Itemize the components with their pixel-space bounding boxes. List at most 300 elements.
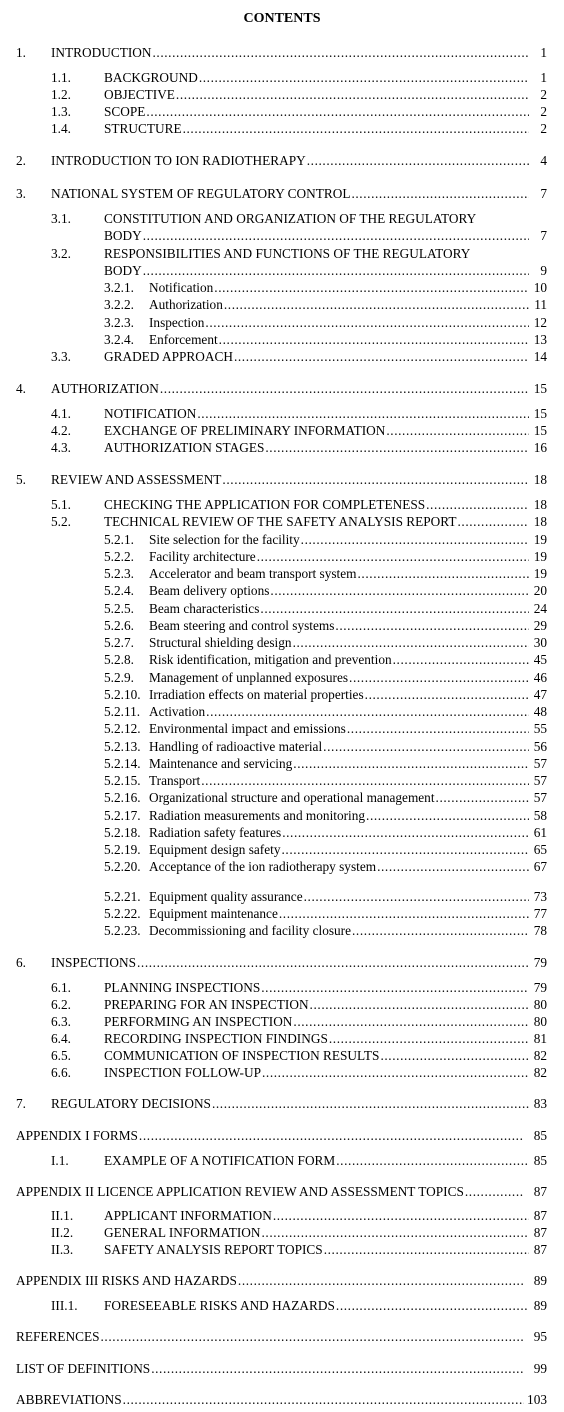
toc-entry-number: 4.1.	[51, 406, 71, 421]
toc-entry[interactable]	[104, 280, 547, 296]
dot-leader	[261, 980, 529, 996]
toc-entry[interactable]	[104, 842, 547, 858]
toc-entry-number: 5.2.19.	[104, 842, 141, 857]
toc-entry-page: 61	[533, 825, 547, 840]
dot-leader	[262, 1065, 529, 1081]
toc-entry-page: 85	[533, 1128, 547, 1143]
toc-entry-number: 5.2.11.	[104, 704, 141, 719]
toc-entry-number: 6.6.	[51, 1065, 71, 1080]
toc-entry[interactable]	[104, 601, 547, 617]
dot-leader	[324, 1242, 529, 1258]
toc-entry[interactable]	[16, 1096, 547, 1112]
toc-entry-number: 4.	[16, 381, 26, 396]
toc-entry[interactable]	[51, 1208, 547, 1224]
toc-entry-page: 7	[540, 228, 547, 243]
toc-entry-title: OBJECTIVE	[104, 87, 175, 102]
toc-entry-page: 80	[533, 1014, 547, 1029]
toc-entry-page: 4	[540, 153, 547, 168]
toc-entry[interactable]	[16, 1392, 547, 1408]
toc-entry[interactable]	[104, 332, 547, 348]
toc-entry-title-continued: BODY	[104, 228, 142, 243]
toc-entry[interactable]	[104, 704, 547, 720]
dot-leader	[222, 472, 529, 488]
dot-leader	[257, 549, 529, 565]
toc-entry-title: RECORDING INSPECTION FINDINGS	[104, 1031, 328, 1046]
toc-entry-page: 47	[533, 687, 547, 702]
dot-leader	[377, 859, 529, 875]
toc-entry[interactable]	[51, 497, 547, 513]
toc-entry-page: 57	[533, 790, 547, 805]
toc-entry-number: 5.2.15.	[104, 773, 141, 788]
dot-leader	[279, 906, 529, 922]
dot-leader	[160, 381, 529, 397]
toc-entry-title: Inspection	[149, 315, 205, 330]
toc-entry[interactable]	[104, 618, 547, 634]
toc-entry-number: II.3.	[51, 1242, 74, 1257]
toc-entry-page: 57	[533, 756, 547, 771]
toc-entry-number: 5.2.22.	[104, 906, 141, 921]
toc-entry-number: 5.2.23.	[104, 923, 141, 938]
toc-entry-title: Equipment maintenance	[149, 906, 278, 921]
toc-entry[interactable]	[51, 246, 547, 262]
toc-entry-title: INTRODUCTION TO ION RADIOTHERAPY	[51, 153, 306, 168]
toc-entry[interactable]	[104, 756, 547, 772]
toc-entry[interactable]	[104, 583, 547, 599]
toc-entry-page: 2	[540, 104, 547, 119]
toc-entry[interactable]	[104, 297, 547, 313]
toc-entry-page: 103	[527, 1392, 547, 1407]
toc-entry[interactable]	[104, 906, 547, 922]
toc-entry-page: 11	[534, 297, 547, 312]
toc-entry[interactable]	[51, 211, 547, 227]
dot-leader	[176, 87, 529, 103]
toc-entry-page: 46	[533, 670, 547, 685]
dot-leader	[335, 618, 529, 634]
toc-entry[interactable]	[104, 923, 547, 939]
dot-leader	[282, 825, 529, 841]
toc-entry-page: 87	[533, 1208, 547, 1223]
toc-entry-title: Irradiation effects on material properties	[149, 687, 364, 702]
toc-entry-title: Transport	[149, 773, 201, 788]
toc-entry-title: APPLICANT INFORMATION	[104, 1208, 272, 1223]
dot-leader	[293, 756, 529, 772]
toc-entry-title: REGULATORY DECISIONS	[51, 1096, 211, 1111]
toc-entry-title: Organizational structure and operational management	[149, 790, 435, 805]
toc-entry-title: SCOPE	[104, 104, 146, 119]
toc-entry-page: 58	[533, 808, 547, 823]
toc-entry-number: 7.	[16, 1096, 26, 1111]
dot-leader	[260, 601, 529, 617]
toc-entry[interactable]	[51, 997, 547, 1013]
toc-entry-page: 87	[533, 1184, 547, 1199]
toc-entry-page: 89	[533, 1273, 547, 1288]
dot-leader	[380, 1048, 529, 1064]
dot-leader	[143, 228, 529, 244]
toc-entry[interactable]	[51, 1031, 547, 1047]
toc-entry-page: 24	[533, 601, 547, 616]
dot-leader	[436, 790, 529, 806]
toc-entry[interactable]	[104, 549, 547, 565]
toc-entry-number: I.1.	[51, 1153, 69, 1168]
toc-entry-number: 5.	[16, 472, 26, 487]
toc-entry-title: EXAMPLE OF A NOTIFICATION FORM	[104, 1153, 336, 1168]
toc-entry-page: 81	[533, 1031, 547, 1046]
dot-leader	[366, 808, 529, 824]
toc-entry[interactable]	[104, 889, 547, 905]
dot-leader	[224, 297, 529, 313]
dot-leader	[201, 773, 529, 789]
toc-entry-page: 18	[533, 472, 547, 487]
dot-leader	[265, 440, 529, 456]
dot-leader	[336, 1153, 529, 1169]
toc-entry[interactable]	[51, 980, 547, 996]
toc-entry-title: Beam characteristics	[149, 601, 260, 616]
dot-leader	[329, 1031, 529, 1047]
dot-leader	[307, 153, 529, 169]
toc-entry-number: 5.2.13.	[104, 739, 141, 754]
toc-entry-page: 19	[533, 532, 547, 547]
dot-leader	[146, 104, 529, 120]
toc-entry[interactable]	[104, 790, 547, 806]
toc-entry-page: 15	[533, 381, 547, 396]
toc-entry[interactable]	[16, 381, 547, 397]
toc-entry[interactable]	[16, 45, 547, 61]
toc-entry[interactable]	[104, 315, 547, 331]
toc-entry-page: 55	[533, 721, 547, 736]
toc-entry[interactable]	[104, 652, 547, 668]
toc-entry-title: APPENDIX III RISKS AND HAZARDS	[16, 1273, 237, 1288]
toc-entry-number: 5.2.20.	[104, 859, 141, 874]
dot-leader	[336, 1298, 529, 1314]
toc-entry-number: 3.1.	[51, 211, 71, 226]
toc-entry[interactable]	[104, 687, 547, 703]
dot-leader	[426, 497, 529, 513]
toc-entry-title: Facility architecture	[149, 549, 256, 564]
toc-entry[interactable]	[16, 472, 547, 488]
toc-entry[interactable]	[51, 1225, 547, 1241]
toc-entry-number: 1.2.	[51, 87, 71, 102]
toc-entry[interactable]	[16, 1273, 547, 1289]
toc-entry-title: Environmental impact and emissions	[149, 721, 346, 736]
toc-entry-title: SAFETY ANALYSIS REPORT TOPICS	[104, 1242, 323, 1257]
toc-entry-title: CONSTITUTION AND ORGANIZATION OF THE REGULATORY	[104, 211, 477, 226]
toc-entry[interactable]	[51, 440, 547, 456]
toc-entry-title: INTRODUCTION	[51, 45, 152, 60]
dot-leader	[352, 923, 529, 939]
dot-leader	[304, 889, 529, 905]
toc-entry-number: 6.3.	[51, 1014, 71, 1029]
toc-entry-number: 3.2.3.	[104, 315, 134, 330]
toc-entry[interactable]	[104, 721, 547, 737]
toc-entry-number: 5.2.4.	[104, 583, 134, 598]
toc-entry-number: 5.2.10.	[104, 687, 141, 702]
toc-entry-title: GRADED APPROACH	[104, 349, 233, 364]
dot-leader	[386, 423, 529, 439]
toc-entry-title: AUTHORIZATION STAGES	[104, 440, 265, 455]
toc-entry-page: 1	[540, 70, 547, 85]
toc-entry-number: 6.	[16, 955, 26, 970]
toc-entry[interactable]	[51, 1048, 547, 1064]
dot-leader	[301, 532, 529, 548]
toc-entry-title: FORESEEABLE RISKS AND HAZARDS	[104, 1298, 335, 1313]
dot-leader	[212, 1096, 529, 1112]
toc-entry-page: 85	[533, 1153, 547, 1168]
toc-entry-number: 3.2.4.	[104, 332, 134, 347]
toc-entry[interactable]	[51, 104, 547, 120]
toc-entry[interactable]	[51, 121, 547, 137]
toc-entry-number: 6.4.	[51, 1031, 71, 1046]
toc-entry-title: INSPECTION FOLLOW-UP	[104, 1065, 261, 1080]
dot-leader	[393, 652, 529, 668]
toc-entry-title: STRUCTURE	[104, 121, 182, 136]
toc-entry[interactable]	[16, 1329, 547, 1345]
dot-leader	[293, 635, 529, 651]
toc-entry-number: 5.2.	[51, 514, 71, 529]
dot-leader	[101, 1329, 525, 1345]
toc-entry-title: Authorization	[149, 297, 223, 312]
toc-entry-number: 4.2.	[51, 423, 71, 438]
dot-leader	[323, 739, 529, 755]
toc-entry-title: Management of unplanned exposures	[149, 670, 349, 685]
toc-entry-page: 20	[533, 583, 547, 598]
toc-entry-title: Equipment design safety	[149, 842, 281, 857]
toc-entry[interactable]	[104, 670, 547, 686]
toc-entry-title: Beam steering and control systems	[149, 618, 335, 633]
toc-entry-page: 73	[533, 889, 547, 904]
toc-entry-title: TECHNICAL REVIEW OF THE SAFETY ANALYSIS REPORT	[104, 514, 457, 529]
toc-entry-number: 5.2.5.	[104, 601, 134, 616]
toc-entry-page: 82	[533, 1065, 547, 1080]
toc-entry-number: 1.	[16, 45, 26, 60]
toc-entry-page: 18	[533, 514, 547, 529]
toc-entry-page: 89	[533, 1298, 547, 1313]
toc-entry-page: 87	[533, 1225, 547, 1240]
toc-entry-page: 80	[533, 997, 547, 1012]
toc-entry[interactable]	[51, 514, 547, 530]
toc-entry-number: 5.2.14.	[104, 756, 141, 771]
toc-entry[interactable]	[51, 1153, 547, 1169]
toc-entry-number: 3.2.2.	[104, 297, 134, 312]
toc-entry-page: 9	[540, 263, 547, 278]
toc-entry-page: 79	[533, 955, 547, 970]
toc-entry[interactable]	[16, 1128, 547, 1144]
toc-entry-page: 78	[533, 923, 547, 938]
dot-leader	[349, 670, 529, 686]
dot-leader	[123, 1392, 524, 1408]
toc-entry-number: 5.2.3.	[104, 566, 134, 581]
toc-entry[interactable]	[104, 773, 547, 789]
toc-entry-page: 82	[533, 1048, 547, 1063]
toc-entry-number: 5.2.18.	[104, 825, 141, 840]
toc-entry-title: ABBREVIATIONS	[16, 1392, 122, 1407]
toc-entry-page: 48	[533, 704, 547, 719]
toc-entry-page: 67	[533, 859, 547, 874]
toc-entry[interactable]	[51, 349, 547, 365]
toc-entry-number: 3.3.	[51, 349, 71, 364]
dot-leader	[143, 263, 529, 279]
toc-entry-number: 5.2.16.	[104, 790, 141, 805]
toc-entry-title: Activation	[149, 704, 206, 719]
dot-leader	[219, 332, 529, 348]
toc-entry-title: INSPECTIONS	[51, 955, 136, 970]
toc-entry-title: Maintenance and servicing	[149, 756, 293, 771]
toc-entry-number: 5.2.12.	[104, 721, 141, 736]
toc-entry-page: 15	[533, 423, 547, 438]
toc-entry-page: 10	[533, 280, 547, 295]
toc-entry-page: 87	[533, 1242, 547, 1257]
dot-leader	[261, 1225, 529, 1241]
dot-leader	[281, 842, 529, 858]
toc-entry-title: LIST OF DEFINITIONS	[16, 1361, 151, 1376]
toc-entry[interactable]	[16, 1184, 547, 1200]
toc-entry[interactable]	[104, 808, 547, 824]
dot-leader	[206, 704, 529, 720]
toc-entry[interactable]	[16, 153, 547, 169]
toc-entry[interactable]	[51, 70, 547, 86]
toc-entry-page: 79	[533, 980, 547, 995]
toc-entry[interactable]	[16, 955, 547, 971]
toc-entry[interactable]	[16, 186, 547, 202]
toc-entry-title: Beam delivery options	[149, 583, 270, 598]
toc-entry-page: 99	[533, 1361, 547, 1376]
toc-entry-title: CHECKING THE APPLICATION FOR COMPLETENESS	[104, 497, 426, 512]
toc-entry-title: NOTIFICATION	[104, 406, 197, 421]
toc-entry-page: 95	[533, 1329, 547, 1344]
toc-entry-title: RESPONSIBILITIES AND FUNCTIONS OF THE REGULATORY	[104, 246, 471, 261]
dot-leader	[358, 566, 530, 582]
toc-entry-title: PLANNING INSPECTIONS	[104, 980, 261, 995]
toc-entry[interactable]	[51, 87, 547, 103]
toc-entry[interactable]	[51, 423, 547, 439]
toc-entry-title: GENERAL INFORMATION	[104, 1225, 261, 1240]
toc-entry-title: APPENDIX II LICENCE APPLICATION REVIEW AND ASSESSMENT TOPICS	[16, 1184, 464, 1199]
toc-entry-number: 6.1.	[51, 980, 71, 995]
dot-leader	[465, 1184, 524, 1200]
dot-leader	[365, 687, 529, 703]
toc-entry-page: 57	[533, 773, 547, 788]
toc-entry[interactable]	[104, 859, 547, 875]
toc-entry-page: 13	[533, 332, 547, 347]
toc-entry-title: PREPARING FOR AN INSPECTION	[104, 997, 309, 1012]
toc-entry-page: 19	[533, 566, 547, 581]
toc-entry-number: 6.5.	[51, 1048, 71, 1063]
toc-entry-title: Equipment quality assurance	[149, 889, 303, 904]
dot-leader	[293, 1014, 529, 1030]
toc-entry-page: 30	[533, 635, 547, 650]
toc-entry[interactable]	[104, 739, 547, 755]
toc-entry-title: Structural shielding design	[149, 635, 292, 650]
toc-entry-continuation[interactable]	[104, 263, 547, 279]
toc-entry[interactable]	[51, 1014, 547, 1030]
toc-entry-number: 5.2.7.	[104, 635, 134, 650]
toc-entry-title: Risk identification, mitigation and prevention	[149, 652, 392, 667]
toc-entry[interactable]	[104, 532, 547, 548]
dot-leader	[214, 280, 529, 296]
toc-entry-number: 1.1.	[51, 70, 71, 85]
toc-entry[interactable]	[51, 1242, 547, 1258]
dot-leader	[310, 997, 529, 1013]
toc-entry[interactable]	[16, 1361, 547, 1377]
dot-leader	[137, 955, 529, 971]
toc-entry-number: 5.1.	[51, 497, 71, 512]
toc-entry-page: 19	[533, 549, 547, 564]
toc-entry-title: Enforcement	[149, 332, 218, 347]
toc-entry-page: 18	[533, 497, 547, 512]
toc-entry-page: 29	[533, 618, 547, 633]
toc-entry-page: 12	[533, 315, 547, 330]
toc-entry-page: 65	[533, 842, 547, 857]
toc-entry[interactable]	[104, 825, 547, 841]
toc-entry-number: 5.2.6.	[104, 618, 134, 633]
toc-entry-number: 1.3.	[51, 104, 71, 119]
toc-entry-page: 1	[540, 45, 547, 60]
dot-leader	[457, 514, 529, 530]
toc-entry-title: PERFORMING AN INSPECTION	[104, 1014, 293, 1029]
toc-entry-title: BACKGROUND	[104, 70, 198, 85]
toc-entry-number: III.1.	[51, 1298, 78, 1313]
toc-entry-title: EXCHANGE OF PRELIMINARY INFORMATION	[104, 423, 386, 438]
dot-leader	[273, 1208, 529, 1224]
dot-leader	[152, 45, 529, 61]
toc-entry-title: Handling of radioactive material	[149, 739, 323, 754]
toc-entry-number: 3.	[16, 186, 26, 201]
toc-entry-page: 2	[540, 87, 547, 102]
toc-entry-number: 4.3.	[51, 440, 71, 455]
toc-entry-title: Accelerator and beam transport system	[149, 566, 357, 581]
dot-leader	[205, 315, 529, 331]
dot-leader	[351, 186, 529, 202]
dot-leader	[347, 721, 529, 737]
dot-leader	[199, 70, 529, 86]
toc-entry[interactable]	[51, 406, 547, 422]
toc-entry-title: Decommissioning and facility closure	[149, 923, 351, 938]
dot-leader	[139, 1128, 524, 1144]
toc-entry-number: 5.2.8.	[104, 652, 134, 667]
toc-entry-number: 5.2.9.	[104, 670, 134, 685]
toc-entry-page: 83	[533, 1096, 547, 1111]
dot-leader	[151, 1361, 524, 1377]
toc-entry[interactable]	[104, 566, 547, 582]
toc-entry[interactable]	[51, 1298, 547, 1314]
toc-entry-title: Site selection for the facility	[149, 532, 300, 547]
toc-entry-title: NATIONAL SYSTEM OF REGULATORY CONTROL	[51, 186, 351, 201]
dot-leader	[183, 121, 529, 137]
toc-entry-number: 5.2.1.	[104, 532, 134, 547]
toc-entry-number: 5.2.17.	[104, 808, 141, 823]
toc-entry-title: Radiation measurements and monitoring	[149, 808, 366, 823]
toc-entry-title: Radiation safety features	[149, 825, 282, 840]
toc-entry-page: 45	[533, 652, 547, 667]
toc-entry-number: 6.2.	[51, 997, 71, 1012]
toc-entry-title: REFERENCES	[16, 1329, 100, 1344]
dot-leader	[270, 583, 529, 599]
toc-entry-title-continued: BODY	[104, 263, 142, 278]
page-title: CONTENTS	[243, 11, 321, 26]
toc-entry-page: 16	[533, 440, 547, 455]
toc-entry[interactable]	[51, 1065, 547, 1081]
dot-leader	[197, 406, 529, 422]
dot-leader	[238, 1273, 524, 1289]
toc-entry-title: Acceptance of the ion radiotherapy system	[149, 859, 377, 874]
dot-leader	[234, 349, 529, 365]
toc-entry-page: 14	[533, 349, 547, 364]
toc-entry-title: Notification	[149, 280, 214, 295]
toc-entry-page: 15	[533, 406, 547, 421]
toc-entry-number: 5.2.21.	[104, 889, 141, 904]
toc-entry[interactable]	[104, 635, 547, 651]
toc-entry-number: 3.2.1.	[104, 280, 134, 295]
toc-entry-continuation[interactable]	[104, 228, 547, 244]
